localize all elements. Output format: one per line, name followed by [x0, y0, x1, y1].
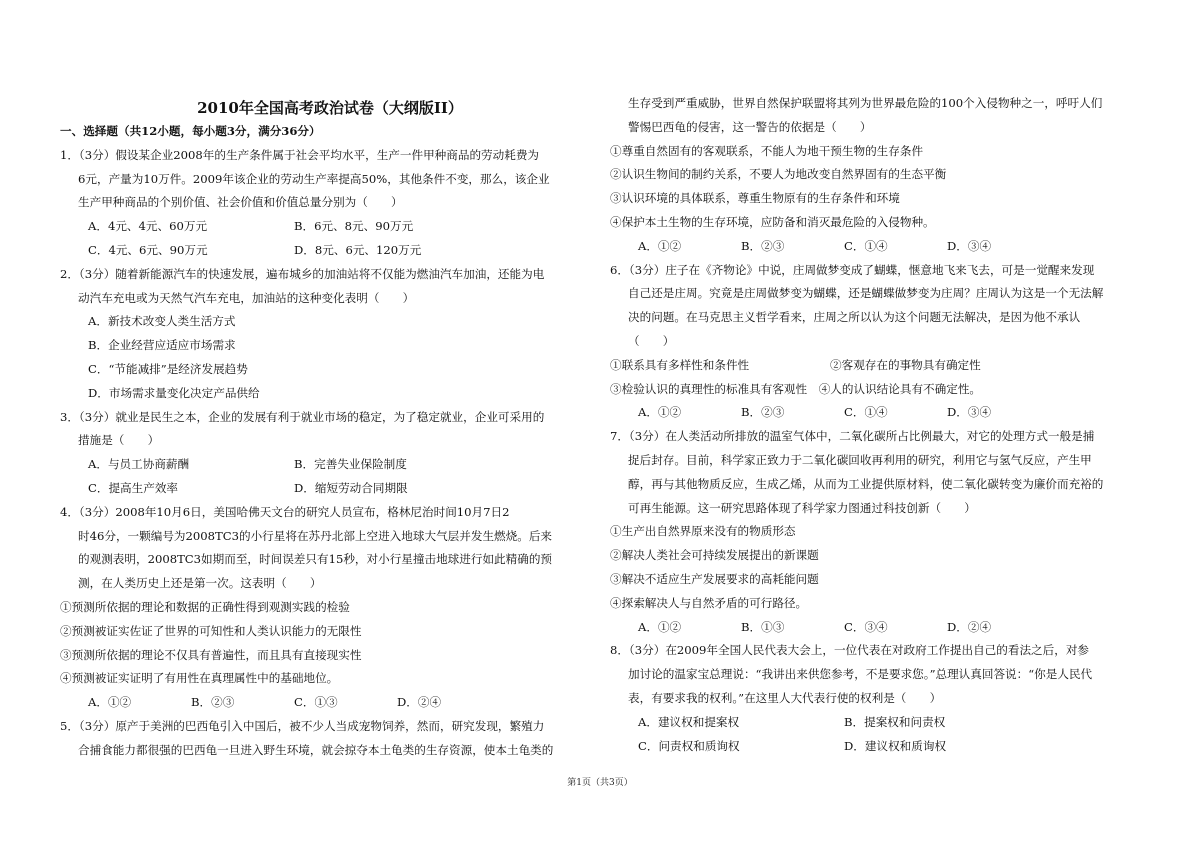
- answer-options: [610, 711, 1150, 735]
- option-label: B．①③: [741, 619, 785, 634]
- option-label: A．①②: [638, 619, 682, 634]
- option-label: B．②③: [741, 405, 785, 420]
- option-label: B．②③: [191, 695, 235, 710]
- text-line: 加讨论的温家宝总理说：“我讲出来供您参考，不是要求您。”总理认真回答说：“你是人民代: [628, 667, 1093, 682]
- text-line: 8．（3分）在2009年全国人民代表大会上，一位代表在对政府工作提出自己的看法之后，对参: [610, 643, 1090, 658]
- answer-options: [60, 691, 600, 715]
- text-line: ④探索解决人与自然矛盾的可行路径。: [610, 595, 808, 610]
- text-line: 5．（3分）原产于美洲的巴西龟引入中国后，被不少人当成宠物饲养，然而，研究发现，繁殖力: [60, 718, 545, 733]
- answer-options: [610, 616, 1150, 640]
- option-label: C．4元、6元、90万元: [88, 242, 208, 257]
- option-label: ①联系具有多样性和条件性: [610, 357, 750, 372]
- answer-options: [60, 215, 600, 239]
- text-line: ②预测被证实佐证了世界的可知性和人类认识能力的无限性: [60, 623, 362, 638]
- text-line: ③预测所依据的理论不仅具有普遍性，而且具有直接现实性: [60, 647, 362, 662]
- text-line: 生存受到严重威胁，世界自然保护联盟将其列为世界最危险的100个入侵物种之一，呼吁人们: [628, 96, 1103, 110]
- option-label: C．①③: [294, 695, 338, 710]
- option-label: C．①④: [844, 238, 888, 253]
- text-line: D．市场需求量变化决定产品供给: [88, 385, 260, 400]
- option-label: A．①②: [638, 405, 682, 420]
- option-label: C．提高生产效率: [88, 480, 179, 495]
- option-label: B．完善失业保险制度: [294, 457, 407, 472]
- right-column-body: [610, 92, 1150, 758]
- statement-pair: [610, 354, 1150, 378]
- text-line: 时46分，一颗编号为2008TC3的小行星将在苏丹北部上空进入地球大气层并发生燃烧。后来: [78, 528, 553, 543]
- option-label: D．建议权和质询权: [844, 738, 947, 753]
- option-label: A．与员工协商薪酬: [88, 457, 190, 472]
- option-label: B．提案权和问责权: [844, 714, 946, 729]
- text-line: ②解决人类社会可持续发展提出的新课题: [610, 548, 819, 563]
- option-label: A．4元、4元、60万元: [88, 219, 208, 234]
- left-column: [60, 120, 600, 763]
- option-label: C．问责权和质询权: [638, 738, 740, 753]
- text-line: 警惕巴西龟的侵害，这一警告的依据是（ ）: [628, 119, 872, 134]
- text-line: ①尊重自然固有的客观联系，不能人为地干预生物的生存条件: [610, 143, 924, 158]
- answer-options: [610, 235, 1150, 259]
- text-line: ②认识生物间的制约关系，不要人为地改变自然界固有的生态平衡: [610, 167, 947, 182]
- text-line: 合捕食能力都很强的巴西龟一旦进入野生环境，就会掠夺本土龟类的生存资源，使本土龟类的: [78, 742, 554, 757]
- text-line: 表，有要求我的权利。”在这里人大代表行使的权利是（ ）: [628, 690, 942, 705]
- text-line: 可再生能源。这一研究思路体现了科学家力图通过科技创新（ ）: [628, 500, 976, 515]
- option-label: A．建议权和提案权: [638, 714, 740, 729]
- text-line: 的观测表明，2008TC3如期而至，时间误差只有15秒，对小行星撞击地球进行如此精确的预: [78, 552, 553, 567]
- text-line: ④预测被证实证明了有用性在真理属性中的基础地位。: [60, 671, 339, 686]
- left-column-body: [60, 144, 600, 763]
- page-footer: 第1页（共3页）: [567, 778, 633, 788]
- option-label: B．②③: [741, 238, 785, 253]
- option-label: B．6元、8元、90万元: [294, 219, 414, 234]
- right-column: [610, 92, 1150, 758]
- text-line: 6元，产量为10万件。2009年该企业的劳动生产率提高50%，其他条件不变，那么，该企业: [78, 171, 550, 186]
- text-line: ③检验认识的真理性的标准具有客观性 ④人的认识结论具有不确定性。: [610, 381, 982, 396]
- option-label: A．①②: [88, 695, 132, 710]
- text-line: 测，在人类历史上还是第一次。这表明（ ）: [78, 576, 322, 591]
- page-title: 2010年全国高考政治试卷（大纲版II）: [197, 99, 463, 117]
- text-line: 动汽车充电或为天然气汽车充电，加油站的这种变化表明（ ）: [78, 290, 415, 305]
- text-line: ④保护本土生物的生存环境，应防备和消灭最危险的入侵物种。: [610, 214, 935, 229]
- text-line: （ ）: [628, 333, 675, 348]
- text-line: 7．（3分）在人类活动所排放的温室气体中，二氧化碳所占比例最大，对它的处理方式一般是捕: [610, 429, 1095, 444]
- text-line: 4．（3分）2008年10月6日，美国哈佛天文台的研究人员宣布，格林尼治时间10月7日2: [60, 504, 510, 519]
- text-line: 2．（3分）随着新能源汽车的快速发展，遍布城乡的加油站将不仅能为燃油汽车加油，还能为电: [60, 266, 545, 281]
- option-label: ②客观存在的事物具有确定性: [830, 357, 981, 372]
- text-line: 3．（3分）就业是民生之本，企业的发展有利于就业市场的稳定，为了稳定就业，企业可采用的: [60, 409, 545, 424]
- text-line: 6．（3分）庄子在《齐物论》中说，庄周做梦变成了蝴蝶，惬意地飞来飞去，可是一觉醒来发现: [610, 262, 1095, 277]
- text-line: 1．（3分）假设某企业2008年的生产条件属于社会平均水平，生产一件甲种商品的劳动耗费为: [60, 147, 540, 162]
- answer-options: [60, 239, 600, 263]
- text-line: 决的问题。在马克思主义哲学看来，庄周之所以认为这个问题无法解决，是因为他不承认: [628, 310, 1081, 325]
- option-label: D．③④: [947, 238, 992, 253]
- text-line: ①预测所依据的理论和数据的正确性得到观测实践的检验: [60, 599, 350, 614]
- option-label: D．缩短劳动合同期限: [294, 480, 408, 495]
- option-label: D．②④: [397, 695, 442, 710]
- option-label: D．8元、6元、120万元: [294, 242, 422, 257]
- text-line: ①生产出自然界原来没有的物质形态: [610, 524, 796, 539]
- option-label: D．②④: [947, 619, 992, 634]
- option-label: C．①④: [844, 405, 888, 420]
- text-line: ③认识环境的具体联系，尊重生物原有的生存条件和环境: [610, 191, 900, 206]
- text-line: A．新技术改变人类生活方式: [88, 314, 236, 329]
- answer-options: [60, 453, 600, 477]
- option-label: C．③④: [844, 619, 888, 634]
- option-label: A．①②: [638, 238, 682, 253]
- text-line: 自己还是庄周。究竟是庄周做梦变为蝴蝶，还是蝴蝶做梦变为庄周？庄周认为这是一个无法解: [628, 286, 1104, 301]
- answer-options: [610, 401, 1150, 425]
- text-line: C．“节能减排”是经济发展趋势: [88, 361, 248, 376]
- text-line: 捉后封存。目前，科学家正致力于二氧化碳回收再利用的研究，利用它与氢气反应，产生甲: [628, 452, 1092, 467]
- text-line: ③解决不适应生产发展要求的高耗能问题: [610, 571, 819, 586]
- text-line: 醇，再与其他物质反应，生成乙烯，从而为工业提供原材料，使二氧化碳转变为廉价而充裕的: [628, 476, 1104, 491]
- text-line: 措施是（ ）: [78, 433, 160, 448]
- text-line: 生产甲种商品的个别价值、社会价值和价值总量分别为（ ）: [78, 195, 403, 210]
- text-line: B．企业经营应适应市场需求: [88, 338, 236, 353]
- section-heading: 一、选择题（共12小题，每小题3分，满分36分）: [60, 124, 321, 138]
- answer-options: [610, 735, 1150, 759]
- option-label: D．③④: [947, 405, 992, 420]
- answer-options: [60, 477, 600, 501]
